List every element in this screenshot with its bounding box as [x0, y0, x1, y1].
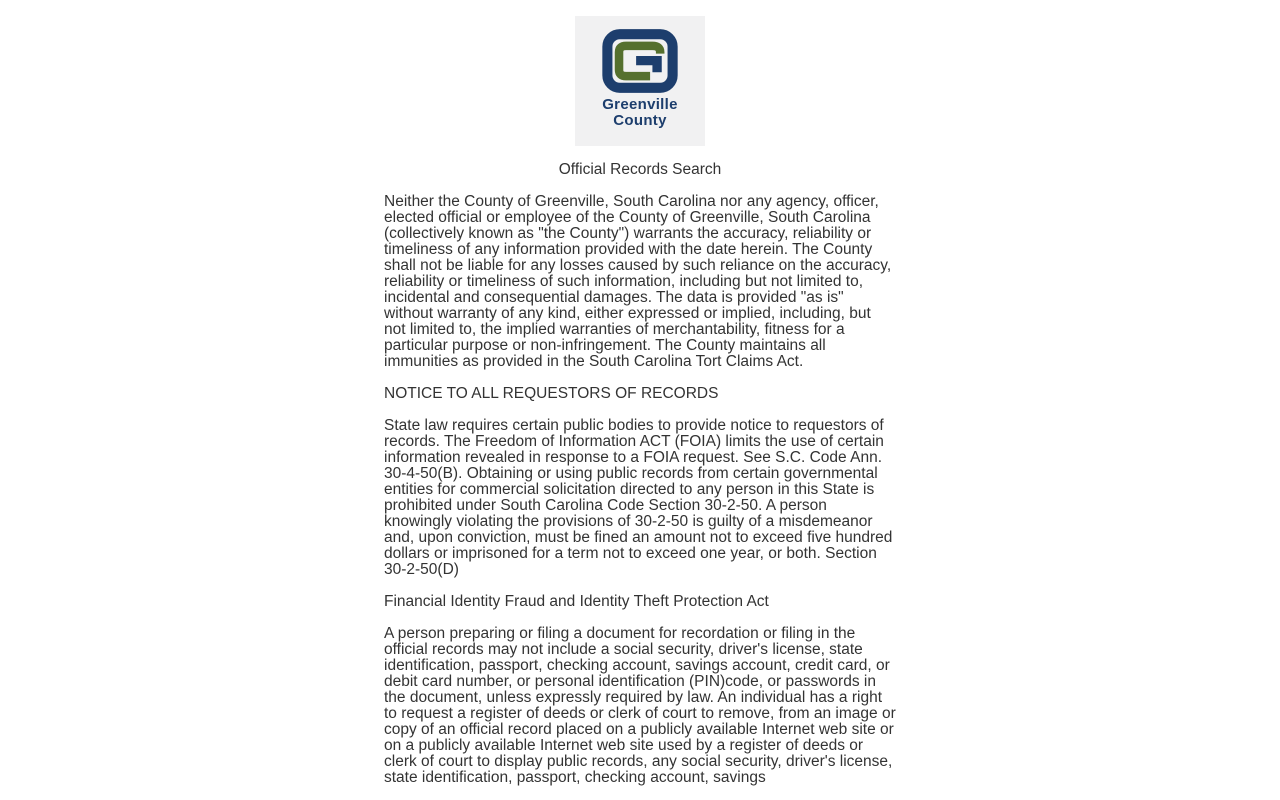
- county-g-icon: [601, 28, 679, 94]
- page-content: [384, 0, 896, 786]
- notice-text: State law requires certain public bodies to provide notice to requestors of records. The Freedom of Information ACT (FOIA) limits the use of certain information revealed in response to a FOIA request. See S.C. Code Ann. 30-4-50(B). Obtaining or using public records from certain governmental entities for commercial solicitation directed to any person in this State is prohibited under South Carolina Code Section 30-2-50. A person knowingly violating the provisions of 30-2-50 is guilty of a misdemeanor and, upon conviction, must be fined an amount not to exceed five hundred dollars or imprisoned for a term not to exceed one year, or both. Section 30-2-50(D): [384, 417, 893, 578]
- logo-wordmark-line2: County: [613, 112, 667, 129]
- logo-g-arm: [636, 61, 657, 73]
- logo-wordmark-line1: Greenville: [602, 96, 678, 113]
- fraud-act-text: A person preparing or filing a document for recordation or filing in the official records may not include a social security, driver's license, state identification, passport, checking account, savings account, credit card, or debit card number, or personal identification (PIN)code, or passwords in the document, unless expressly required by law. An individual has a right to request a register of deeds or clerk of court to remove, from an image or copy of an official record placed on a publicly available Internet web site or on a publicly available Internet web site used by a register of deeds or clerk of court to display public records, any social security, driver's license, state identification, passport, checking account, savings: [384, 625, 896, 786]
- page-title: Official Records Search: [558, 161, 722, 178]
- greenville-county-logo: [575, 16, 705, 146]
- county-disclaimer-text: Neither the County of Greenville, South Carolina nor any agency, officer, elected official or employee of the County of Greenville, South Carolina (collectively known as "the County") warrants the accuracy, reliability or timeliness of any information provided with the date herein. The County shall not be liable for any losses caused by such reliance on the accuracy, reliability or timeliness of such information, including but not limited to, incidental and consequential damages. The data is provided "as is" without warranty of any kind, either expressed or implied, including, but not limited to, the implied warranties of merchantability, fitness for a particular purpose or non-infringement. The County maintains all immunities as provided in the South Carolina Tort Claims Act.: [384, 193, 892, 370]
- logo-wordmark: [575, 97, 705, 129]
- fraud-act-heading: Financial Identity Fraud and Identity Theft Protection Act: [384, 593, 769, 610]
- notice-heading: NOTICE TO ALL REQUESTORS OF RECORDS: [384, 385, 719, 402]
